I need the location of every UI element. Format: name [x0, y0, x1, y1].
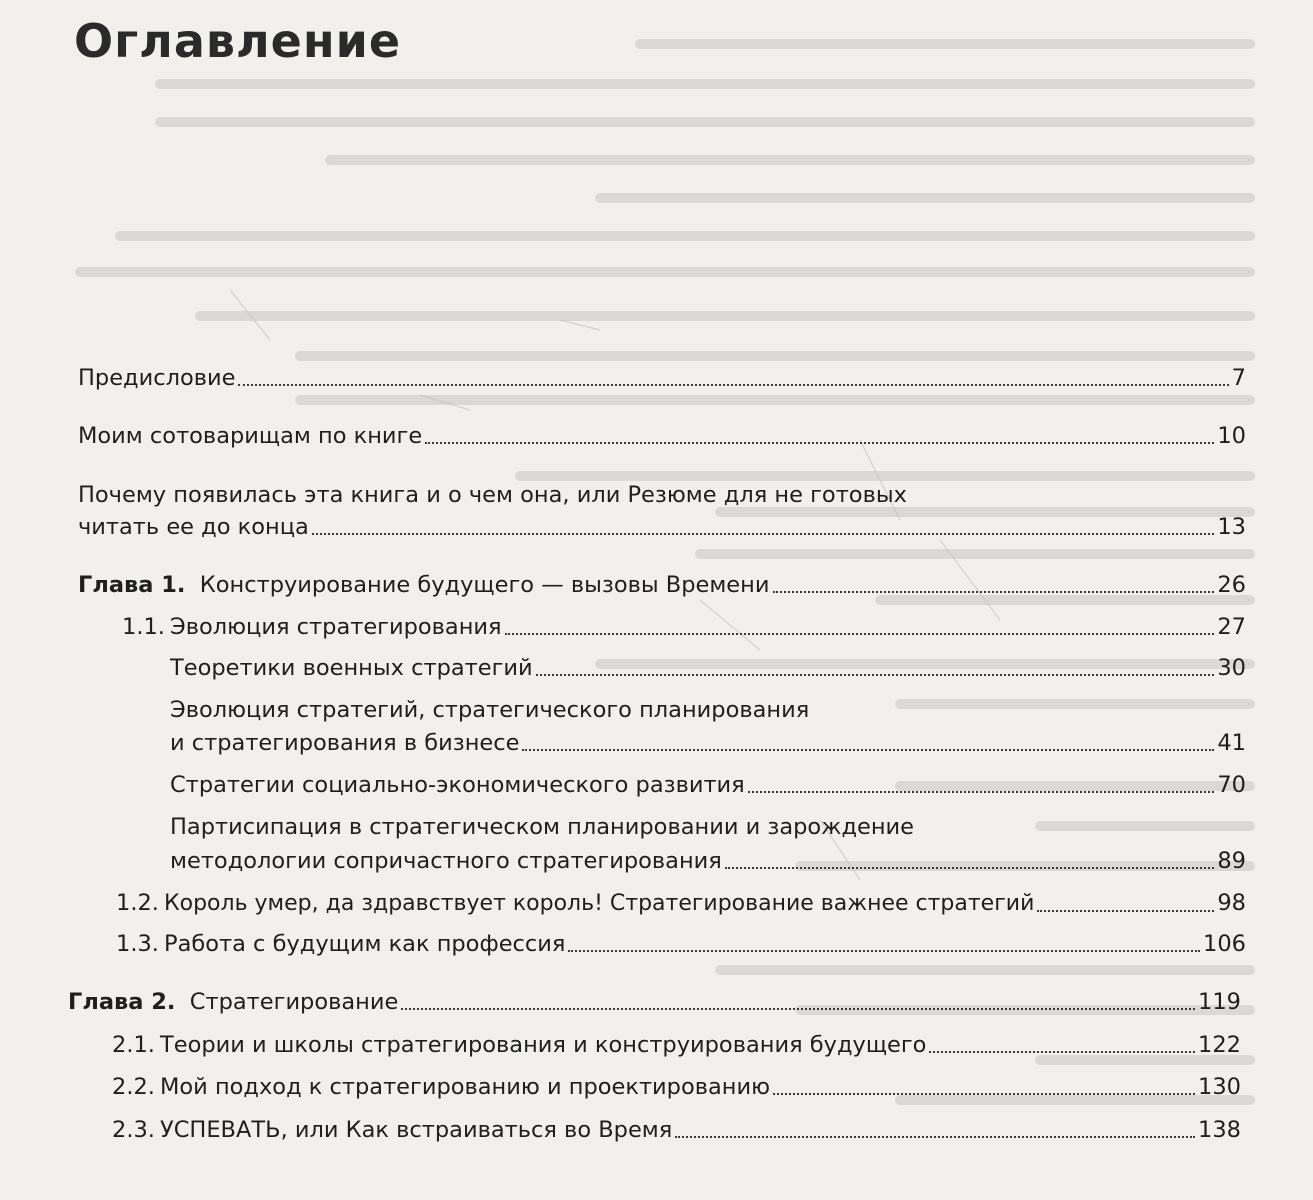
toc-entry-title: УСПЕВАТЬ, или Как встраиваться во Время — [160, 1117, 673, 1143]
dot-leader — [748, 790, 1215, 793]
toc-entry-title: Моим сотоварищам по книге — [78, 423, 423, 449]
dot-leader — [929, 1050, 1195, 1053]
toc-subsection-military-theorists[interactable] — [170, 652, 1246, 684]
toc-entry-title-line1: Почему появилась эта книга и о чем она, или Резюме для не готовых — [78, 482, 907, 508]
dot-leader — [522, 748, 1214, 751]
toc-entry-title: Эволюция стратегирования — [170, 614, 502, 640]
section-number: 1.1. — [122, 614, 165, 640]
dot-leader — [312, 532, 1215, 535]
dot-leader — [238, 383, 1228, 386]
section-number: 2.1. — [112, 1032, 155, 1058]
toc-chapter-2[interactable] — [68, 986, 1241, 1018]
toc-entry-title-line2: и стратегирования в бизнесе — [170, 730, 520, 756]
toc-page-number: 130 — [1198, 1074, 1241, 1100]
toc-subsection-participation[interactable] — [170, 845, 1246, 877]
chapter-label: Глава 1. — [78, 572, 186, 598]
toc-entry-title-line1: Эволюция стратегий, стратегического планирования — [170, 697, 810, 723]
toc-entry-title: Стратегии социально-экономического развития — [170, 772, 745, 798]
section-number: 1.3. — [116, 931, 159, 957]
toc-entry-title: Король умер, да здравствует король! Стратегирование важнее стратегий — [164, 891, 1035, 916]
toc-entry-title: Стратегирование — [189, 989, 399, 1015]
dot-leader — [675, 1135, 1195, 1138]
toc-entry-title-line1: Партисипация в стратегическом планировании и зарождение — [170, 814, 915, 840]
dot-leader — [505, 632, 1215, 635]
toc-page-number: 106 — [1203, 931, 1246, 957]
toc-entry-title-line2: методологии сопричастного стратегирования — [170, 848, 722, 874]
toc-chapter-1[interactable] — [78, 569, 1246, 601]
toc-subsection-socioeconomic[interactable] — [170, 769, 1246, 801]
toc-section-1-2[interactable] — [116, 887, 1246, 920]
toc-section-2-1[interactable] — [112, 1029, 1241, 1061]
toc-entry-title: Теории и школы стратегирования и конструирования будущего — [160, 1032, 927, 1058]
toc-page-number: 27 — [1217, 614, 1246, 640]
toc-entry-dedication[interactable] — [78, 420, 1246, 452]
toc-section-1-3[interactable] — [116, 928, 1246, 960]
toc-page-number: 70 — [1217, 772, 1246, 798]
toc-section-2-3[interactable] — [112, 1114, 1241, 1146]
toc-page-number: 41 — [1217, 730, 1246, 756]
toc-section-1-1[interactable] — [122, 611, 1246, 643]
toc-entry-title: Предисловие — [78, 365, 236, 391]
toc-page-number: 26 — [1217, 572, 1246, 598]
toc-entry-title-line2: читать ее до конца — [78, 514, 309, 540]
dot-leader — [536, 673, 1215, 676]
dot-leader — [773, 590, 1215, 593]
toc-subsection-business-strategy[interactable] — [170, 727, 1246, 759]
toc-entry-title: Мой подход к стратегированию и проектированию — [160, 1074, 771, 1100]
toc-entry-title: Конструирование будущего — вызовы Времени — [199, 572, 770, 598]
dot-leader — [568, 949, 1200, 952]
toc-section-2-2[interactable] — [112, 1071, 1241, 1103]
section-number: 2.2. — [112, 1074, 155, 1100]
dot-leader — [1037, 909, 1214, 912]
toc-page-number: 7 — [1231, 365, 1246, 391]
toc-page-number: 89 — [1217, 848, 1246, 874]
toc-entry-title: Работа с будущим как профессия — [164, 931, 566, 957]
toc-entry-summary[interactable] — [78, 511, 1246, 543]
toc-page-number: 119 — [1198, 989, 1241, 1015]
toc-page-number: 138 — [1198, 1117, 1241, 1143]
dot-leader — [425, 441, 1214, 444]
chapter-label: Глава 2. — [68, 989, 176, 1015]
toc-page-number: 98 — [1217, 890, 1246, 916]
dot-leader — [773, 1092, 1195, 1095]
section-number: 2.3. — [112, 1117, 155, 1143]
toc-entry-preface[interactable] — [78, 362, 1246, 394]
toc-page-number: 30 — [1217, 655, 1246, 681]
page-title: Оглавление — [74, 14, 402, 68]
toc-entry-title: Теоретики военных стратегий — [170, 655, 533, 681]
dot-leader — [725, 866, 1215, 869]
toc-page-number: 122 — [1198, 1032, 1241, 1058]
toc-page-number: 10 — [1217, 423, 1246, 449]
section-number: 1.2. — [116, 890, 159, 916]
dot-leader — [401, 1007, 1195, 1010]
toc-page-number: 13 — [1217, 514, 1246, 540]
